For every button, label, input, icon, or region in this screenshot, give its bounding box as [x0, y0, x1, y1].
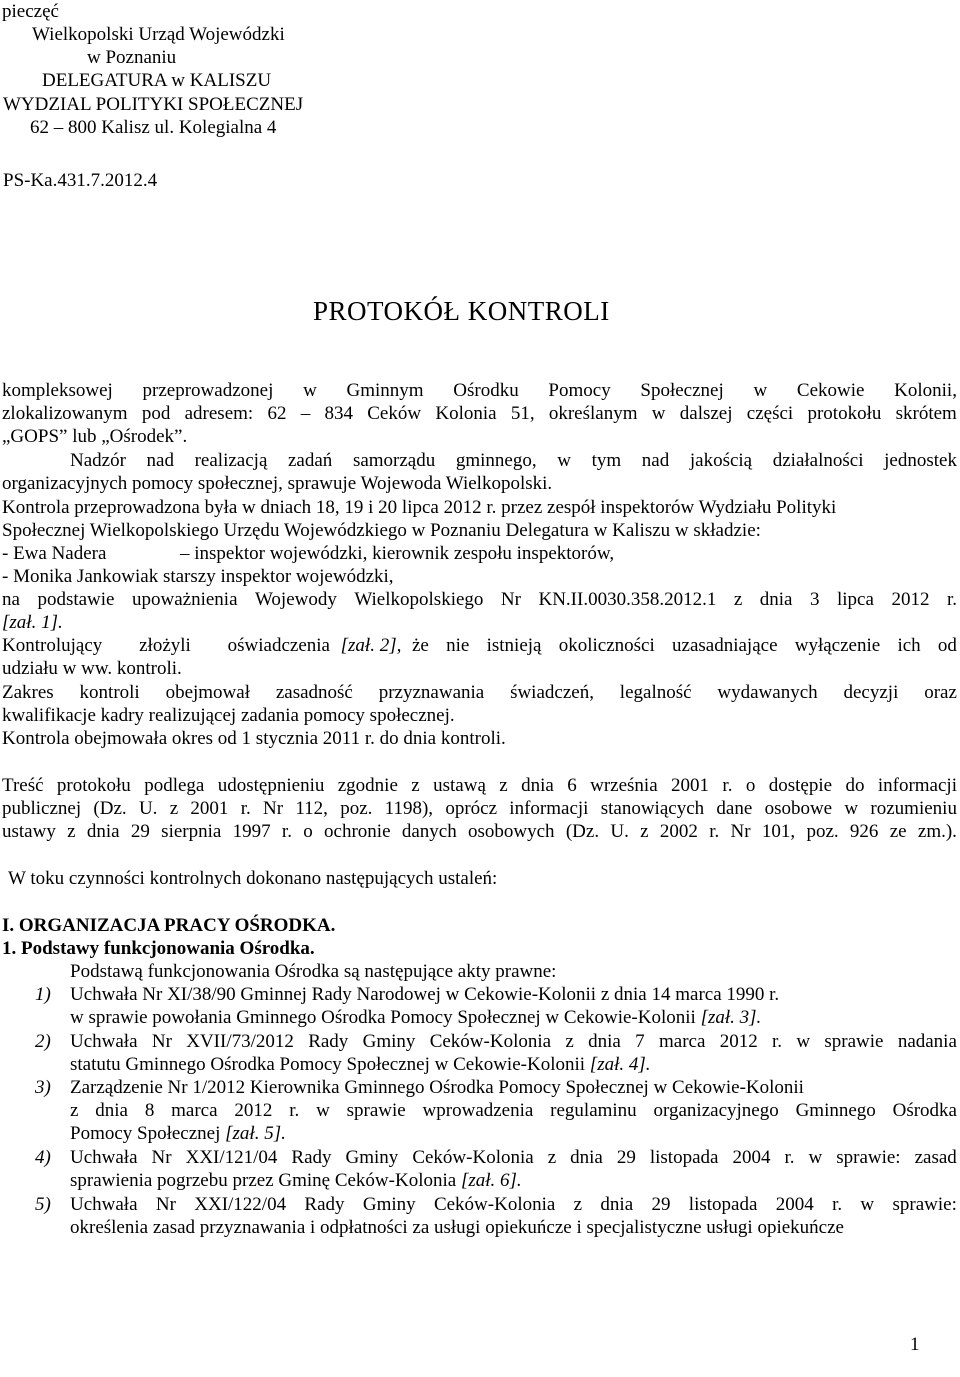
word: informacji	[877, 775, 957, 796]
act-1-text: w sprawie powołania Gminnego Ośrodka Pomocy Społecznej w Cekowie-Kolonii	[70, 1007, 701, 1028]
authorization-line-1	[2, 590, 957, 609]
word: dnia	[588, 1031, 621, 1052]
act-1-number: 1)	[35, 984, 51, 1005]
word: z	[67, 821, 76, 842]
word: gminnego,	[455, 450, 537, 471]
word: 62	[267, 403, 287, 424]
word: dalszej	[679, 403, 733, 424]
authorization-attachment: [zał. 1].	[2, 612, 63, 633]
act-4-line-1	[70, 1148, 957, 1167]
word: w	[796, 1031, 811, 1052]
word: (Dz.	[565, 821, 600, 842]
word: 1198),	[384, 798, 434, 819]
word: informacji	[509, 798, 589, 819]
section-lead: Podstawą funkcjonowania Ośrodka są następujące akty prawne:	[70, 961, 557, 982]
section-subheading: 1. Podstawy funkcjonowania Ośrodka.	[2, 938, 315, 959]
word: 29	[651, 1194, 671, 1215]
declaration-line-1	[2, 636, 957, 655]
act-4-text: sprawienia pogrzebu przez Gminę Ceków-Kolonia	[70, 1170, 461, 1191]
page-title: PROTOKÓŁ KONTROLI	[313, 296, 610, 326]
word: dnia	[86, 821, 120, 842]
word: regulaminu	[550, 1100, 637, 1121]
word: części	[746, 403, 794, 424]
word: listopada	[649, 1147, 719, 1168]
word: skrótem	[895, 403, 957, 424]
act-3-line-3	[70, 1124, 286, 1143]
word: Treść	[2, 775, 44, 796]
inspector-1-role: – inspektor wojewódzki, kierownik zespołu inspektorów,	[180, 543, 615, 564]
word: zm.).	[917, 821, 957, 842]
word: (Dz.	[93, 798, 127, 819]
word: o	[303, 821, 313, 842]
word: podlega	[144, 775, 205, 796]
word: dnia	[570, 1147, 603, 1168]
word: świadczeń,	[510, 682, 594, 703]
word: r.	[722, 775, 733, 796]
word: decyzji	[843, 682, 899, 703]
act-2-line-2	[70, 1055, 651, 1074]
act-4-number: 4)	[35, 1147, 51, 1168]
word: r.	[281, 821, 292, 842]
word: że	[412, 635, 429, 656]
word: udostępnieniu	[217, 775, 325, 796]
word: r.	[289, 1100, 300, 1121]
word: sprawie:	[836, 1147, 901, 1168]
word: 6	[567, 775, 577, 796]
word: 29	[130, 821, 150, 842]
word: w	[860, 1194, 875, 1215]
word: oprócz	[445, 798, 498, 819]
word: 2012	[234, 1100, 273, 1121]
word: 1997	[232, 821, 271, 842]
word: zgodnie	[337, 775, 398, 796]
word: Wojewody	[255, 589, 337, 610]
word: ustawy	[2, 821, 56, 842]
word: 2004	[775, 1194, 814, 1215]
word: z	[411, 775, 420, 796]
word: r.	[832, 1194, 843, 1215]
act-5-line-2: określenia zasad przyznawania i odpłatności za usługi opiekuńcze i specjalistyczne usługi opiekuńcze	[70, 1217, 844, 1238]
word: Gminy	[362, 1194, 416, 1215]
intro-line-2	[2, 404, 957, 423]
delegation-name: DELEGATURA w KALISZU	[42, 70, 272, 91]
word: poz.	[340, 798, 373, 819]
word: Rady	[291, 1147, 332, 1168]
publicity-line-3	[2, 822, 957, 841]
word: o	[745, 775, 756, 796]
word: w	[808, 1147, 823, 1168]
word: 3	[810, 589, 820, 610]
word: Uchwała	[70, 1194, 138, 1215]
institution-name: Wielkopolski Urząd Wojewódzki	[32, 24, 285, 45]
declaration-attachment: [zał. 2],	[340, 635, 402, 656]
word: poz.	[806, 821, 839, 842]
word: lipca	[837, 589, 874, 610]
word: wprowadzenia	[422, 1100, 534, 1121]
word: działalności	[772, 450, 864, 471]
word: U.	[138, 798, 158, 819]
word: na	[2, 589, 20, 610]
word: dnia	[759, 589, 793, 610]
word: Nr	[151, 1147, 172, 1168]
word: protokołu	[807, 403, 882, 424]
word: jednostek	[884, 450, 957, 471]
word: z	[70, 1100, 79, 1121]
word: dane	[716, 798, 753, 819]
word: ich	[897, 635, 921, 656]
publicity-line-1	[2, 776, 957, 795]
word: sprawie:	[892, 1194, 957, 1215]
word: z	[169, 798, 179, 819]
word: sprawie	[824, 1031, 884, 1052]
scope-line-1	[2, 683, 957, 702]
declaration-part-a	[2, 636, 330, 655]
word: 2012	[891, 589, 930, 610]
word: XXI/122/04	[194, 1194, 287, 1215]
word: od	[937, 635, 957, 656]
word: określanym	[548, 403, 638, 424]
declaration-line-2: udziału w ww. kontroli.	[2, 658, 182, 679]
scope-line-2: kwalifikacje kadry realizującej zadania pomocy społecznej.	[2, 705, 455, 726]
word: zasadność	[275, 682, 353, 703]
word: marca	[658, 1031, 706, 1052]
act-4-line-2	[70, 1171, 522, 1190]
word: nadania	[897, 1031, 957, 1052]
stamp-label: pieczęć	[2, 1, 59, 22]
word: obejmował	[165, 682, 250, 703]
word: Cekowie	[796, 380, 865, 401]
word: adresem:	[184, 403, 254, 424]
word: w	[303, 380, 317, 401]
act-1-line-1: Uchwała Nr XI/38/90 Gminnej Rady Narodowej w Cekowie-Kolonii z dnia 14 marca 1990 r.	[70, 984, 780, 1005]
word: Uchwała	[70, 1031, 138, 1052]
act-2-line-1	[70, 1032, 957, 1051]
word: 101,	[761, 821, 796, 842]
word: nad	[641, 450, 670, 471]
word: zasad	[914, 1147, 957, 1168]
word: nie	[446, 635, 470, 656]
word: 834	[324, 403, 353, 424]
word: złożyli	[139, 635, 191, 656]
word: Nr	[263, 798, 284, 819]
institution-city: w Poznaniu	[87, 47, 177, 68]
word: r.	[772, 1031, 783, 1052]
act-3-number: 3)	[35, 1077, 51, 1098]
word: Społecznej	[640, 380, 724, 401]
word: w	[844, 798, 859, 819]
act-3-attachment: [zał. 5].	[225, 1123, 286, 1144]
word: oraz	[924, 682, 957, 703]
word: w	[651, 403, 666, 424]
word: listopada	[688, 1194, 758, 1215]
word: istnieją	[486, 635, 542, 656]
word: wydawanych	[717, 682, 818, 703]
word: Gminnego	[795, 1100, 876, 1121]
word: Nr	[500, 589, 521, 610]
act-5-line-1	[70, 1195, 957, 1214]
act-2-text: statutu Gminnego Ośrodka Pomocy Społecznej w Cekowie-Kolonii	[70, 1054, 590, 1075]
word: przeprowadzonej	[142, 380, 274, 401]
word: z	[733, 589, 743, 610]
declaration-part-c	[412, 636, 957, 655]
word: ochronie	[324, 821, 391, 842]
word: realizacją	[194, 450, 268, 471]
word: 29	[616, 1147, 636, 1168]
word: 2012	[719, 1031, 758, 1052]
act-5-number: 5)	[35, 1194, 51, 1215]
word: 8	[144, 1100, 155, 1121]
word: publicznej	[2, 798, 82, 819]
word: sierpnia	[161, 821, 222, 842]
word: września	[590, 775, 658, 796]
word: Gminy	[362, 1031, 416, 1052]
word: XVII/73/2012	[186, 1031, 294, 1052]
word: r.	[709, 821, 720, 842]
word: zlokalizowanym	[2, 403, 128, 424]
word: dnia	[600, 1194, 634, 1215]
word: Nr	[151, 1031, 172, 1052]
act-2-number: 2)	[35, 1031, 51, 1052]
word: 2004	[732, 1147, 771, 1168]
word: w	[316, 1100, 330, 1121]
word: marca	[171, 1100, 218, 1121]
word: protokołu	[56, 775, 131, 796]
word: Wielkopolskiego	[354, 589, 484, 610]
word: dnia	[521, 775, 554, 796]
act-3-line-2	[70, 1101, 957, 1120]
word: ustawą	[433, 775, 486, 796]
word: osobowe	[764, 798, 833, 819]
word: Nadzór	[70, 450, 126, 471]
word: Zakres	[2, 682, 54, 703]
word: z	[573, 1194, 583, 1215]
word: Pomocy	[548, 380, 611, 401]
word: jakością	[689, 450, 753, 471]
department-name: WYDZIAL POLITYKI SPOŁECZNEJ	[3, 94, 304, 115]
control-dates: Kontrola przeprowadzona była w dniach 18, 19 i 20 lipca 2012 r. przez zespół inspektorów Wydziału Polityki	[2, 497, 837, 518]
word: KN.II.0030.358.2012.1	[538, 589, 717, 610]
word: Ośrodku	[453, 380, 519, 401]
word: –	[300, 403, 311, 424]
inspector-1-name: - Ewa Nadera	[2, 543, 107, 564]
word: kontroli	[79, 682, 140, 703]
intro-line-1	[2, 381, 957, 400]
word: nad	[146, 450, 174, 471]
word: Ceków-Kolonia	[433, 1194, 556, 1215]
word: wyłączenie	[794, 635, 881, 656]
word: sprawie	[346, 1100, 406, 1121]
act-1-attachment: [zał. 3].	[700, 1007, 762, 1028]
word: przyznawania	[378, 682, 485, 703]
word: Ceków-Kolonia	[429, 1031, 552, 1052]
word: podstawie	[37, 589, 115, 610]
word: Kolonii,	[894, 380, 957, 401]
control-team: Społecznej Wielkopolskiego Urzędu Wojewódzkiego w Poznaniu Delegatura w Kaliszu w składzie:	[2, 520, 761, 541]
word: z	[565, 1031, 574, 1052]
reference-number: PS-Ka.431.7.2012.4	[3, 170, 158, 191]
word: Uchwała	[70, 1147, 138, 1168]
word: z	[547, 1147, 557, 1168]
word: r.	[784, 1147, 795, 1168]
word: zadań	[288, 450, 333, 471]
word: stanowiących	[600, 798, 705, 819]
word: oświadczenia	[227, 635, 330, 656]
word: pod	[141, 403, 171, 424]
word: Rady	[304, 1194, 345, 1215]
word: Ośrodka	[892, 1100, 957, 1121]
word: osobowych	[468, 821, 555, 842]
word: ze	[889, 821, 907, 842]
word: danych	[401, 821, 457, 842]
publicity-line-2	[2, 799, 957, 818]
word: Rady	[308, 1031, 349, 1052]
word: kompleksowej	[2, 380, 113, 401]
word: Ceków	[367, 403, 422, 424]
word: 2001	[190, 798, 229, 819]
word: Gminy	[345, 1147, 399, 1168]
word: Nr	[730, 821, 751, 842]
word: Gminnym	[346, 380, 424, 401]
control-period: Kontrola obejmowała okres od 1 stycznia 2011 r. do dnia kontroli.	[2, 728, 506, 749]
act-1-line-2	[70, 1008, 761, 1027]
word: 7	[635, 1031, 645, 1052]
word: tym	[591, 450, 622, 471]
word: U.	[610, 821, 629, 842]
page-number: 1	[910, 1334, 920, 1355]
inspector-2: - Monika Jankowiak starszy inspektor wojewódzki,	[2, 566, 394, 587]
word: Nr	[155, 1194, 176, 1215]
word: XXI/121/04	[185, 1147, 278, 1168]
act-4-attachment: [zał. 6].	[460, 1170, 522, 1191]
word: Ceków-Kolonia	[412, 1147, 534, 1168]
institution-address: 62 – 800 Kalisz ul. Kolegialna 4	[30, 117, 277, 138]
word: uzasadniające	[672, 635, 778, 656]
word: w	[557, 450, 571, 471]
word: Kontrolujący	[2, 635, 103, 656]
word: Kolonia	[435, 403, 497, 424]
word: upoważnienia	[131, 589, 238, 610]
word: legalność	[619, 682, 692, 703]
intro-line-3: „GOPS” lub „Ośrodek”.	[2, 426, 188, 447]
word: samorządu	[352, 450, 436, 471]
word: rozumieniu	[870, 798, 957, 819]
word: z	[499, 775, 508, 796]
word: dostępie	[768, 775, 833, 796]
supervision-line-1	[70, 451, 957, 470]
word: dnia	[95, 1100, 128, 1121]
word: w	[753, 380, 768, 401]
word: do	[845, 775, 865, 796]
word: 112,	[295, 798, 328, 819]
word: organizacyjnego	[653, 1100, 779, 1121]
act-3-text: Pomocy Społecznej	[70, 1123, 226, 1144]
word: 2002	[659, 821, 698, 842]
word: 2001	[671, 775, 710, 796]
word: r.	[946, 589, 957, 610]
act-2-attachment: [zał. 4].	[589, 1054, 651, 1075]
word: 51,	[510, 403, 535, 424]
supervision-line-2: organizacyjnych pomocy społecznej, sprawuje Wojewoda Wielkopolski.	[2, 473, 553, 494]
word: z	[640, 821, 649, 842]
word: r.	[240, 798, 251, 819]
section-heading: I. ORGANIZACJA PRACY OŚRODKA.	[2, 915, 336, 936]
act-3-line-1: Zarządzenie Nr 1/2012 Kierownika Gminnego Ośrodka Pomocy Społecznej w Cekowie-Kolonii	[70, 1077, 804, 1098]
findings-intro: W toku czynności kontrolnych dokonano następujących ustaleń:	[8, 868, 498, 889]
word: 926	[849, 821, 879, 842]
word: okoliczności	[558, 635, 655, 656]
